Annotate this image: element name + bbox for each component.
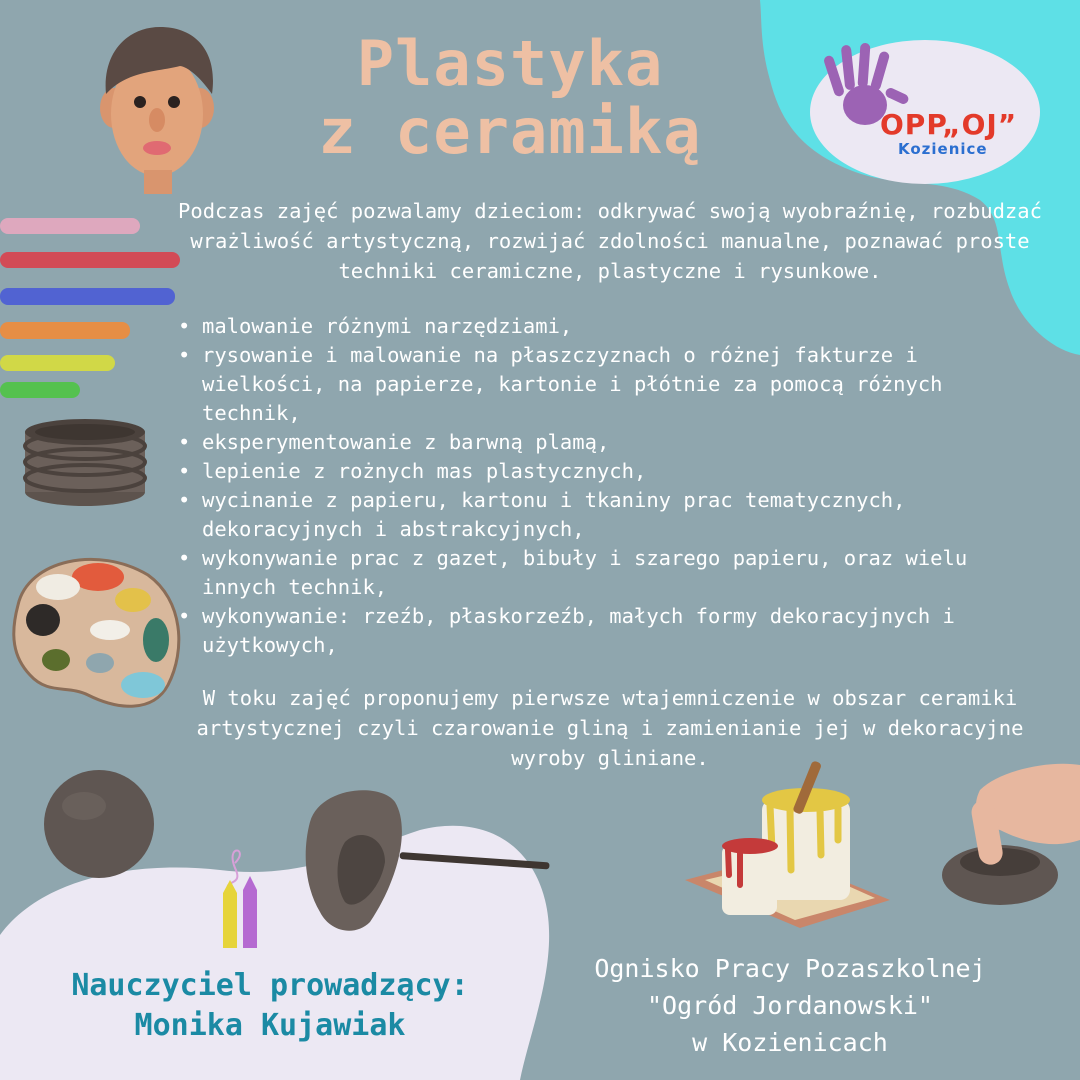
list-item: • wycinanie z papieru, kartonu i tkaniny prac tematycznych, dekoracyjnych i abstrakcyjnych, <box>170 486 1050 544</box>
title-line-1: Plastyka <box>356 27 664 100</box>
list-item: • rysowanie i malowanie na płaszczyznach o różnej fakturze i wielkości, na papierze, kartonie i płótnie za pomocą różnych technik, <box>170 341 1050 428</box>
institution-line-1: Ognisko Pracy Pozaszkolnej <box>594 954 986 983</box>
intro-paragraph: Podczas zajęć pozwalamy dzieciom: odkrywać swoją wyobraźnię, rozbudzać wrażliwość artystyczną, rozwijać zdolności manualne, poznawać proste techniki ceramiczne, plastyczne i rysunkowe. <box>178 199 1042 283</box>
teacher-label: Nauczyciel prowadzący: <box>71 968 469 1003</box>
chalk-stripes-image <box>0 210 190 405</box>
logo-name-text: OPP„OJ” <box>880 108 1018 141</box>
teacher-name: Monika Kujawiak <box>134 1008 406 1043</box>
institution-block <box>540 950 1040 1061</box>
list-item: • malowanie różnymi narzędziami, <box>170 312 1050 341</box>
logo-name <box>880 108 1017 141</box>
paint-palette-image <box>8 545 188 715</box>
activities-list <box>170 312 1050 660</box>
title-line-2: z ceramiką <box>318 95 702 168</box>
list-item: • wykonywanie: rzeźb, płaskorzeźb, małych formy dekoracyjnych i użytkowych, <box>170 602 1050 660</box>
institution-line-2: "Ogród Jordanowski" <box>647 991 933 1020</box>
poster-title <box>260 27 760 168</box>
paint-cans-image <box>680 760 895 930</box>
list-item: • eksperymentowanie z barwną plamą, <box>170 428 1050 457</box>
logo-city: Kozienice <box>898 140 988 158</box>
clay-head-image <box>88 22 228 197</box>
clay-bowl-hand-image <box>940 750 1080 910</box>
list-item: • wykonywanie prac z gazet, bibuły i szarego papieru, oraz wielu innych technik, <box>170 544 1050 602</box>
crayons-image <box>215 848 275 953</box>
clay-mask-image <box>300 782 555 942</box>
coil-pot-image <box>15 412 155 512</box>
institution-line-3: w Kozienicach <box>692 1028 888 1057</box>
teacher-block <box>10 966 530 1046</box>
list-item: • lepienie z rożnych mas plastycznych, <box>170 457 1050 486</box>
clay-ball-image <box>42 768 157 880</box>
outro-paragraph: W toku zajęć proponujemy pierwsze wtajemniczenie w obszar ceramiki artystycznej czyli czarowanie gliną i zamienianie jej w dekoracyjne wyroby gliniane. <box>196 686 1024 770</box>
